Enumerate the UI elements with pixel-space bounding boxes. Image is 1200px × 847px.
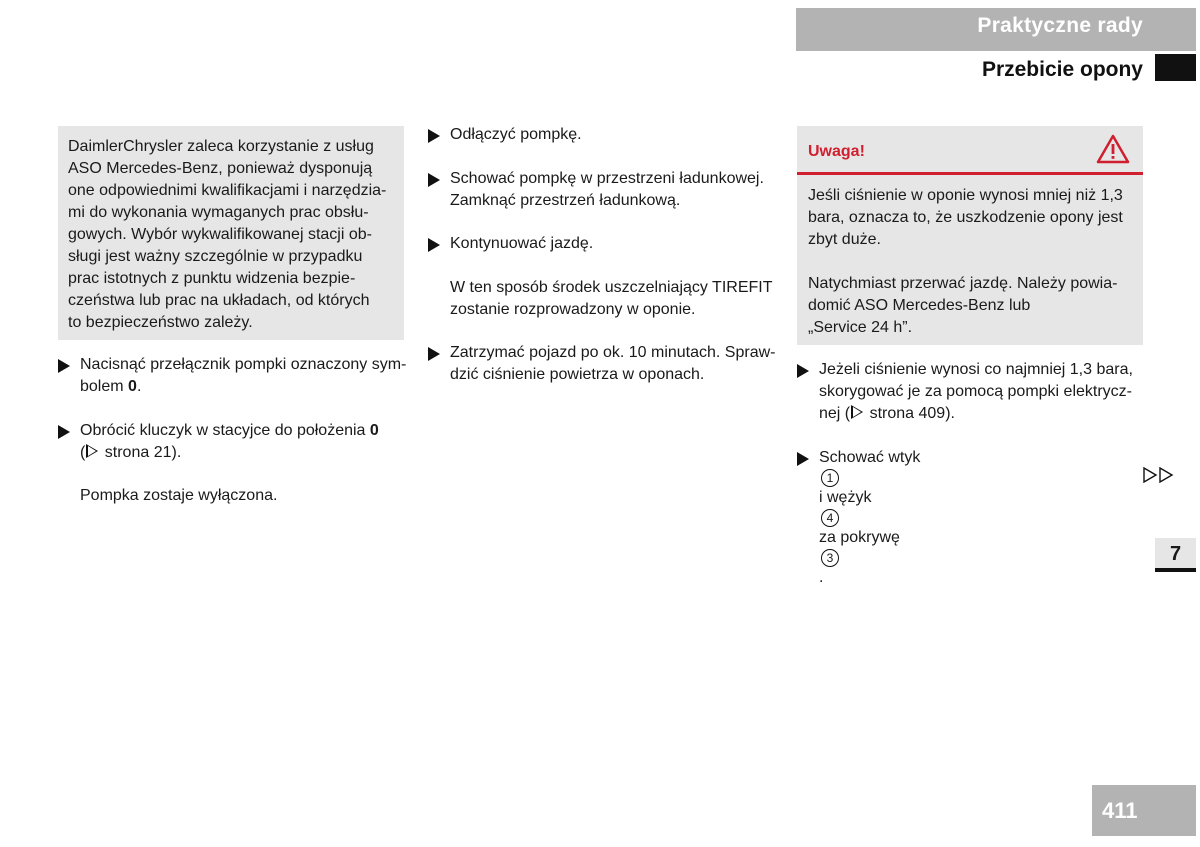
warning-line: zbyt duże. bbox=[808, 231, 881, 248]
info-line: ASO Mercedes-Benz, ponieważ dysponują bbox=[68, 160, 373, 177]
bullet-arrow-icon bbox=[797, 364, 809, 378]
info-line: one odpowiednimi kwalifikacjami i narzędzia- bbox=[68, 182, 387, 199]
step-text: Schować pompkę w przestrzeni ładunkowej. bbox=[450, 170, 764, 187]
info-line: to bezpieczeństwo zależy. bbox=[68, 314, 253, 331]
note-tirefit bbox=[450, 277, 773, 321]
step-text: Zamknąć przestrzeń ładunkową. bbox=[450, 192, 681, 209]
page-reference: nej ( strona 409). bbox=[819, 405, 955, 422]
step-text: skorygować je za pomocą pompki elektrycz- bbox=[819, 383, 1133, 400]
warning-triangle-icon bbox=[1096, 134, 1130, 164]
callout-number: 3 bbox=[821, 549, 839, 567]
chapter-tab: 7 bbox=[1155, 538, 1196, 572]
warning-line: domić ASO Mercedes-Benz lub bbox=[808, 297, 1031, 314]
note-pump-off: Pompka zostaje wyłączona. bbox=[80, 487, 278, 504]
info-line: DaimlerChrysler zaleca korzystanie z usług bbox=[68, 138, 374, 155]
warning-body bbox=[808, 185, 1123, 339]
reference-arrow-icon bbox=[86, 444, 98, 458]
section-header: Praktyczne rady bbox=[796, 8, 1196, 51]
info-line: prac istotnych z punktu widzenia bezpie- bbox=[68, 270, 356, 287]
step-text-line: bolem 0. bbox=[80, 378, 142, 395]
warning-line: bara, oznacza to, że uszkodzenie opony jest bbox=[808, 209, 1123, 226]
reference-arrow-icon bbox=[851, 405, 863, 419]
bullet-arrow-icon bbox=[58, 359, 70, 373]
warning-line: „Service 24 h”. bbox=[808, 319, 913, 336]
step-text: Zatrzymać pojazd po ok. 10 minutach. Spraw- bbox=[450, 344, 776, 361]
info-line: mi do wykonania wymaganych prac obsłu- bbox=[68, 204, 369, 221]
header-tab-marker bbox=[1155, 54, 1196, 81]
note-line: zostanie rozprowadzony w oponie. bbox=[450, 301, 696, 318]
step-text: Odłączyć pompkę. bbox=[450, 126, 582, 143]
warning-line: Natychmiast przerwać jazdę. Należy powia- bbox=[808, 275, 1118, 292]
page-title: Przebicie opony bbox=[981, 58, 1143, 81]
bullet-arrow-icon bbox=[428, 129, 440, 143]
page-number: 411 bbox=[1092, 785, 1196, 836]
warning-box bbox=[797, 126, 1143, 345]
symbol-zero: 0 bbox=[128, 378, 137, 395]
step-text: Jeżeli ciśnienie wynosi co najmniej 1,3 bara, bbox=[819, 361, 1133, 378]
info-line: sługi jest ważny szczególnie w przypadku bbox=[68, 248, 363, 265]
warning-line: Jeśli ciśnienie w oponie wynosi mniej niż 1,3 bbox=[808, 187, 1123, 204]
step-text: Kontynuować jazdę. bbox=[450, 235, 594, 252]
callout-number: 1 bbox=[821, 469, 839, 487]
continued-arrows-icon bbox=[1143, 467, 1175, 483]
warning-header bbox=[797, 126, 1143, 175]
symbol-zero: 0 bbox=[369, 422, 379, 439]
step-text-line: Obrócić kluczyk w stacyjce do położenia 0 bbox=[80, 422, 379, 439]
bullet-arrow-icon bbox=[797, 452, 809, 466]
step-text-line: Schować wtyk 1 i wężyk 4 za pokrywę 3 . bbox=[819, 449, 921, 586]
info-box bbox=[58, 126, 404, 340]
page-reference: ( strona 21). bbox=[80, 444, 182, 461]
bullet-arrow-icon bbox=[428, 347, 440, 361]
note-line: W ten sposób środek uszczelniający TIREFIT bbox=[450, 279, 773, 296]
step-text: Nacisnąć przełącznik pompki oznaczony sym- bbox=[80, 356, 407, 373]
callout-number: 4 bbox=[821, 509, 839, 527]
step-text: dzić ciśnienie powietrza w oponach. bbox=[450, 366, 705, 383]
bullet-arrow-icon bbox=[58, 425, 70, 439]
info-line: gowych. Wybór wykwalifikowanej stacji ob- bbox=[68, 226, 372, 243]
bullet-arrow-icon bbox=[428, 173, 440, 187]
warning-label: Uwaga! bbox=[808, 143, 865, 160]
bullet-arrow-icon bbox=[428, 238, 440, 252]
info-line: czeństwa lub prac na układach, od których bbox=[68, 292, 370, 309]
